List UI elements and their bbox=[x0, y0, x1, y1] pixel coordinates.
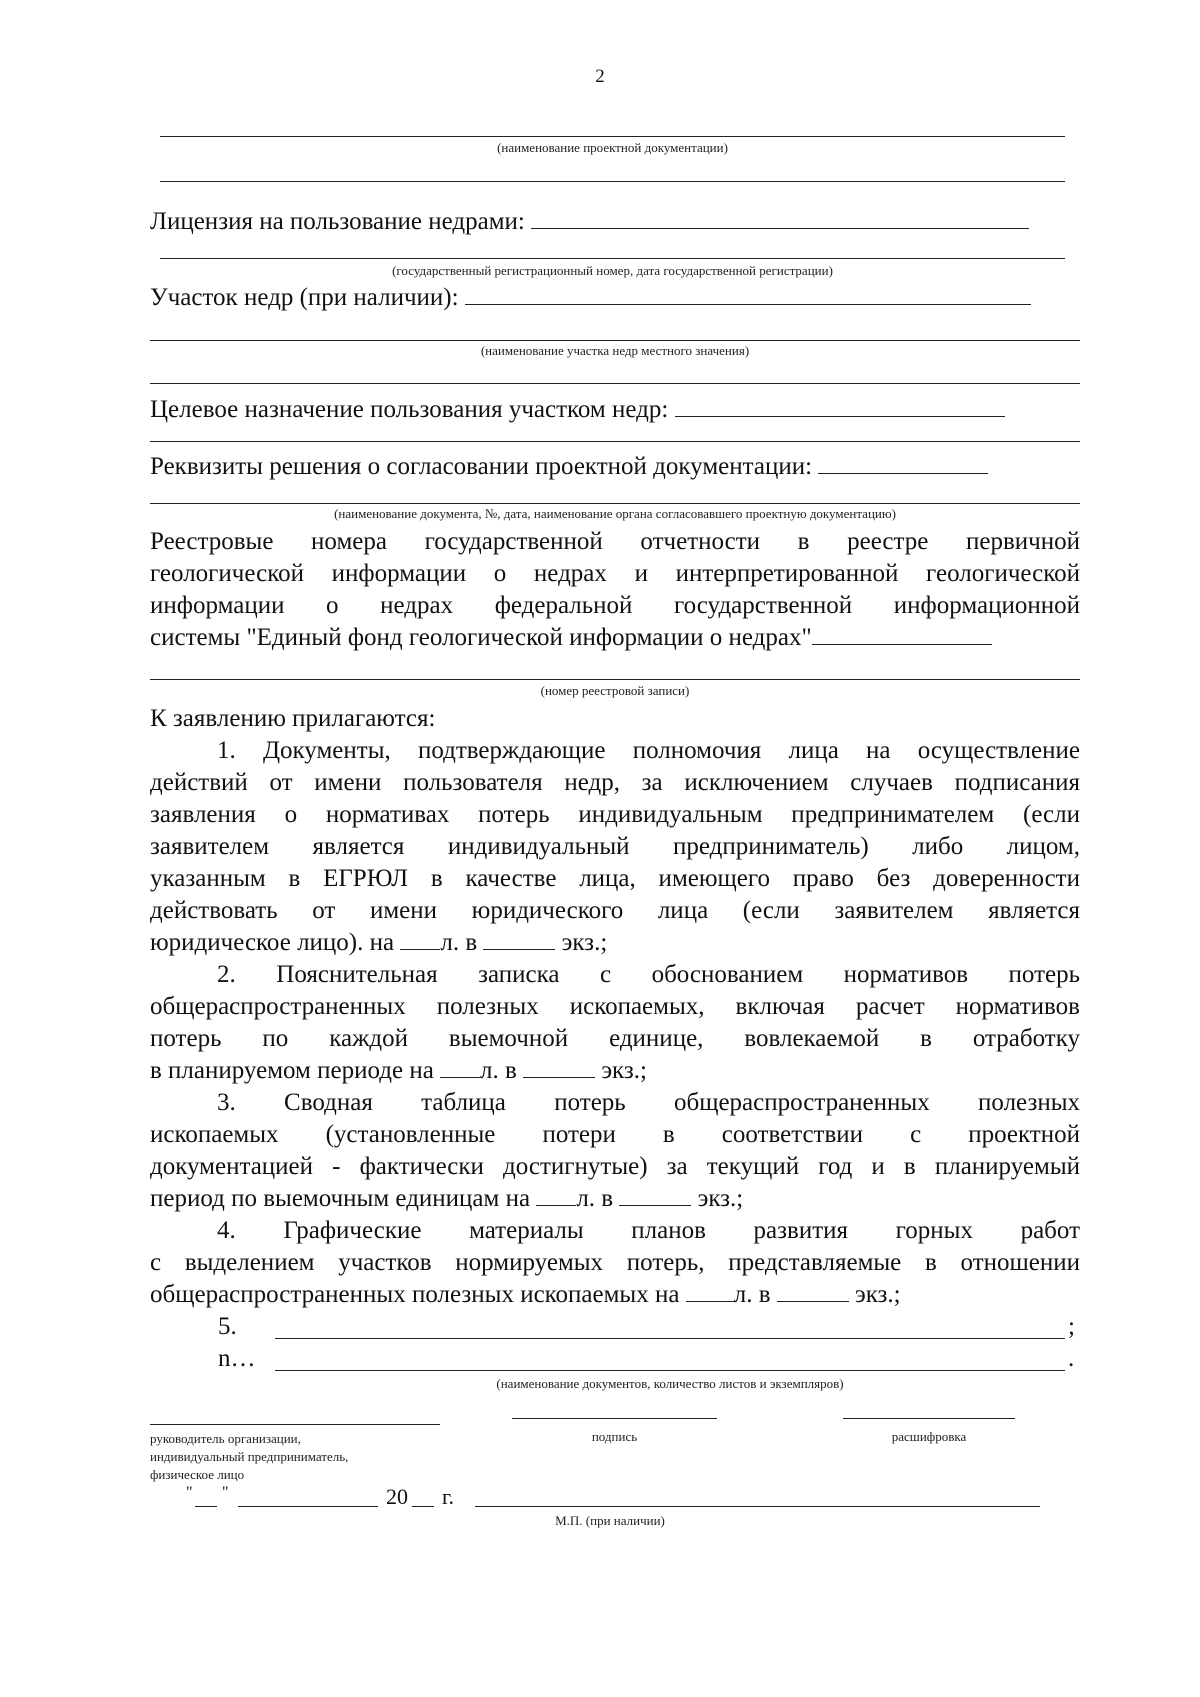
registry-caption: (номер реестровой записи) bbox=[540, 683, 690, 698]
item5-end: ; bbox=[1068, 1313, 1075, 1340]
item5-blank[interactable] bbox=[275, 1338, 1065, 1339]
registry-blank[interactable] bbox=[812, 624, 992, 645]
item2-last-text: в планируемом периоде на bbox=[150, 1057, 434, 1084]
item3-copies-label: экз.; bbox=[697, 1185, 744, 1212]
item2-copies-label: экз.; bbox=[601, 1057, 647, 1084]
item4-line-2: с выделением участков нормируемых потерь, представляемые в отношении bbox=[150, 1249, 1080, 1276]
date-year-suffix: г. bbox=[442, 1484, 455, 1509]
license-line-2 bbox=[160, 258, 1065, 259]
item1-copies-label: экз.; bbox=[561, 929, 608, 956]
decoding-line bbox=[843, 1418, 1015, 1419]
site-blank[interactable] bbox=[465, 284, 1031, 305]
attachments-heading: К заявлению прилагаются: bbox=[150, 705, 436, 732]
stamp-caption: М.П. (при наличии) bbox=[555, 1513, 665, 1528]
date-month-blank[interactable] bbox=[238, 1506, 378, 1507]
item4-last-text: общераспространенных полезных ископаемых на bbox=[150, 1281, 680, 1308]
license-field bbox=[150, 206, 1080, 237]
item1-line-1: 1. Документы, подтверждающие полномочия лица на осуществление bbox=[217, 737, 1080, 764]
signer-title-3: физическое лицо bbox=[150, 1467, 245, 1482]
item4-copies-blank[interactable] bbox=[777, 1281, 849, 1302]
approval-label: Реквизиты решения о согласовании проектной документации: bbox=[150, 453, 813, 480]
item3-last-line bbox=[150, 1183, 1080, 1214]
item3-line-2: ископаемых (установленные потери в соответствии с проектной bbox=[150, 1121, 1080, 1148]
site-field bbox=[150, 282, 1080, 313]
item1-line-3: заявления о нормативах потерь индивидуальным предпринимателем (если bbox=[150, 801, 1080, 828]
registry-line-2: геологической информации о недрах и интерпретированной геологической bbox=[150, 560, 1080, 587]
site-caption: (наименование участка недр местного значения) bbox=[480, 343, 750, 358]
registry-line-5 bbox=[150, 679, 1080, 680]
site-label: Участок недр (при наличии): bbox=[150, 284, 459, 311]
item1-line-6: действовать от имени юридического лица (если заявителем является bbox=[150, 897, 1080, 924]
registry-line-4-text: системы "Единый фонд геологической информации о недрах" bbox=[150, 624, 812, 651]
date-quote-close: " bbox=[222, 1484, 229, 1501]
project-doc-line-1 bbox=[160, 136, 1065, 137]
purpose-field bbox=[150, 394, 1080, 425]
approval-field bbox=[150, 451, 1080, 482]
item2-line-1: 2. Пояснительная записка с обоснованием нормативов потерь bbox=[217, 961, 1080, 988]
signer-line bbox=[150, 1424, 440, 1425]
page-number: 2 bbox=[595, 66, 605, 87]
date-quote-open: " bbox=[186, 1484, 193, 1501]
item4-line-1: 4. Графические материалы планов развития горных работ bbox=[217, 1217, 1080, 1244]
project-doc-line-2 bbox=[160, 181, 1065, 182]
date-day-blank[interactable] bbox=[195, 1506, 217, 1507]
signature-caption: подпись bbox=[591, 1429, 638, 1444]
decoding-caption: расшифровка bbox=[891, 1429, 967, 1444]
item3-sheets-label: л. в bbox=[576, 1185, 614, 1212]
item3-last-text: период по выемочным единицам на bbox=[150, 1185, 531, 1212]
date-year-prefix: 20 bbox=[386, 1484, 408, 1509]
stamp-line bbox=[475, 1506, 1040, 1507]
item2-line-2: общераспространенных полезных ископаемых, включая расчет нормативов bbox=[150, 993, 1080, 1020]
documents-caption: (наименование документов, количество листов и экземпляров) bbox=[496, 1376, 844, 1391]
site-line-3 bbox=[150, 383, 1080, 384]
approval-blank[interactable] bbox=[818, 453, 988, 474]
signature-line bbox=[512, 1418, 717, 1419]
registry-line-3: информации о недрах федеральной государственной информационной bbox=[150, 592, 1080, 619]
purpose-line-2 bbox=[150, 441, 1080, 442]
license-label: Лицензия на пользование недрами: bbox=[150, 208, 525, 235]
item2-copies-blank[interactable] bbox=[523, 1057, 595, 1078]
approval-caption: (наименование документа, №, дата, наименование органа согласовавшего проектную документацию) bbox=[334, 506, 896, 521]
site-line-2 bbox=[150, 340, 1080, 341]
date-year-blank[interactable] bbox=[412, 1506, 434, 1507]
item4-last-line bbox=[150, 1279, 1080, 1310]
item1-last-line bbox=[150, 927, 1080, 958]
license-caption: (государственный регистрационный номер, дата государственной регистрации) bbox=[392, 263, 833, 278]
signer-title-1: руководитель организации, bbox=[150, 1431, 301, 1446]
item1-sheets-label: л. в bbox=[440, 929, 478, 956]
item1-line-2: действий от имени пользователя недр, за исключением случаев подписания bbox=[150, 769, 1080, 796]
registry-line-4 bbox=[150, 622, 1080, 653]
item5-label: 5. bbox=[218, 1313, 237, 1340]
item3-copies-blank[interactable] bbox=[619, 1185, 691, 1206]
item1-sheets-blank[interactable] bbox=[400, 929, 440, 950]
item4-copies-label: экз.; bbox=[855, 1281, 901, 1308]
item1-line-5: указанным в ЕГРЮЛ в качестве лица, имеющего право без доверенности bbox=[150, 865, 1080, 892]
purpose-blank[interactable] bbox=[675, 396, 1005, 417]
itemn-end: . bbox=[1068, 1345, 1075, 1372]
item1-line-4: заявителем является индивидуальный предприниматель) либо лицом, bbox=[150, 833, 1080, 860]
item3-sheets-blank[interactable] bbox=[536, 1185, 576, 1206]
itemn-blank[interactable] bbox=[275, 1370, 1065, 1371]
item2-sheets-blank[interactable] bbox=[440, 1057, 480, 1078]
item2-last-line bbox=[150, 1055, 1080, 1086]
signer-title-2: индивидуальный предприниматель, bbox=[150, 1449, 349, 1464]
license-blank[interactable] bbox=[531, 208, 1029, 229]
item2-sheets-label: л. в bbox=[480, 1057, 517, 1084]
item1-last-text: юридическое лицо). на bbox=[150, 929, 395, 956]
item1-copies-blank[interactable] bbox=[483, 929, 555, 950]
item2-line-3: потерь по каждой выемочной единице, вовлекаемой в отработку bbox=[150, 1025, 1080, 1052]
registry-line-1: Реестровые номера государственной отчетности в реестре первичной bbox=[150, 528, 1080, 555]
purpose-label: Целевое назначение пользования участком недр: bbox=[150, 396, 669, 423]
project-doc-caption: (наименование проектной документации) bbox=[497, 140, 728, 155]
item3-line-1: 3. Сводная таблица потерь общераспространенных полезных bbox=[217, 1089, 1080, 1116]
item3-line-3: документацией - фактически достигнутые) за текущий год и в планируемый bbox=[150, 1153, 1080, 1180]
itemn-label: n… bbox=[218, 1345, 256, 1372]
item4-sheets-label: л. в bbox=[733, 1281, 771, 1308]
approval-line-2 bbox=[150, 503, 1080, 504]
item4-sheets-blank[interactable] bbox=[686, 1281, 734, 1302]
